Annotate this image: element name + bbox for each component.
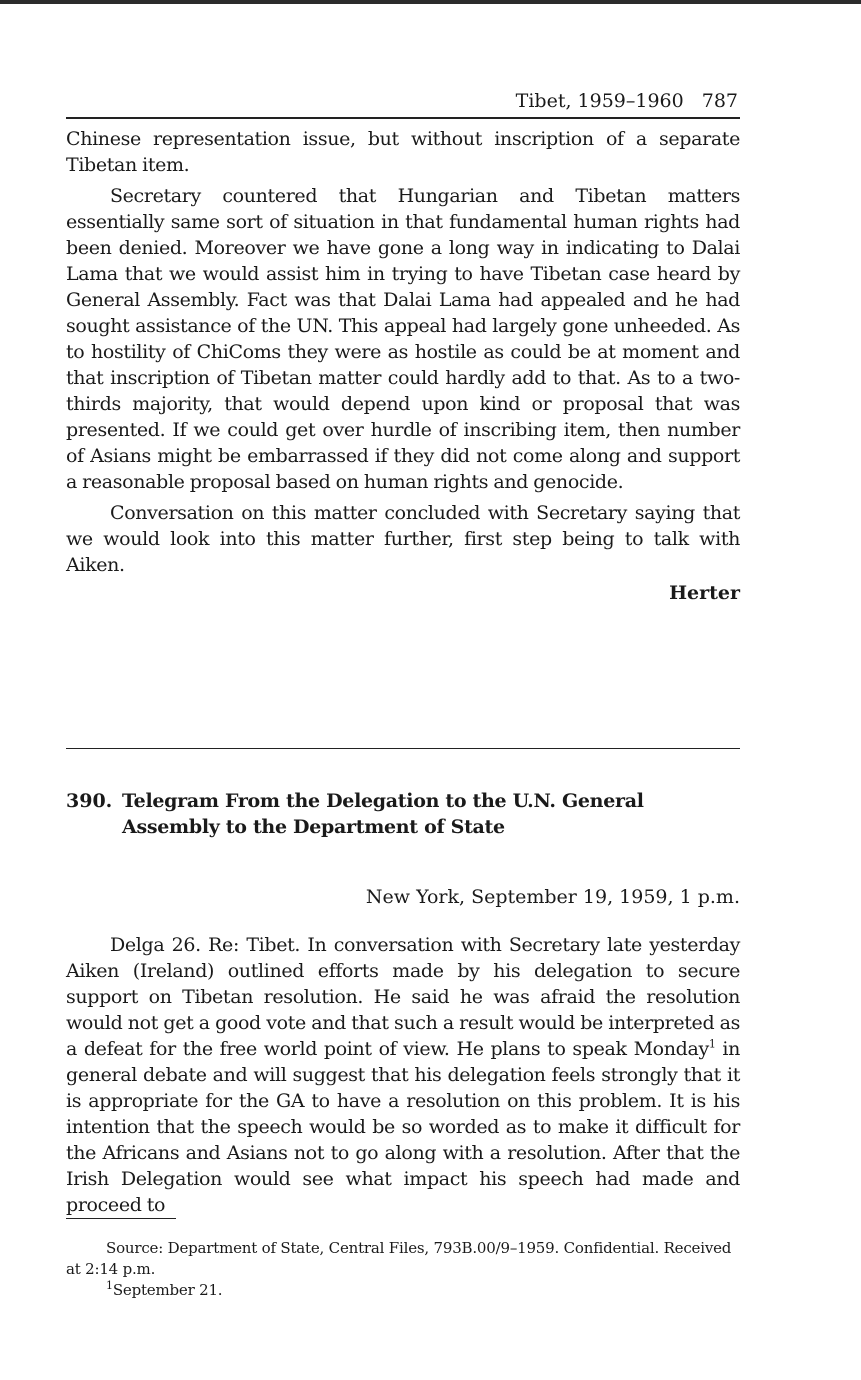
telegram-body <box>66 932 740 1218</box>
footnotes <box>66 1238 740 1301</box>
telegram-text-part: in general debate and will suggest that his delegation feels strongly that it is appropriate for the GA to have a resolution on this problem. It is his intention that the speech would be so worded as to make it difficult for the Africans and Asians not to go along with a resolution. After that the Irish Delegation would see what impact his speech had made and proceed to <box>66 1038 740 1216</box>
footnote-rule <box>66 1218 176 1219</box>
running-head <box>66 88 740 114</box>
continuation-paragraph: Chinese representation issue, but without inscription of a separate Tibetan item. <box>66 128 740 176</box>
document-page <box>66 88 740 1299</box>
telegram-text-part: Delga 26. Re: Tibet. In conversation with Secretary late yesterday Aiken (Ireland) outlined efforts made by his delegation to secure support on Tibetan resolution. He said he was afraid the resolution would not get a good vote and that such a result would be interpreted as a defeat for the free world point of view. He plans to speak Monday <box>66 934 740 1060</box>
header-rule <box>66 117 740 119</box>
document-heading <box>66 788 740 840</box>
signature: Herter <box>669 582 740 604</box>
document-title: Telegram From the Delegation to the U.N. General Assembly to the Department of State <box>122 790 644 838</box>
footnote-marker: 1 <box>708 1037 716 1051</box>
continuation-paragraph: Conversation on this matter concluded with Secretary saying that we would look into this matter further, first step being to talk with Aiken. <box>66 502 740 576</box>
section-rule <box>66 748 740 749</box>
document-390 <box>66 788 740 1218</box>
continuation-paragraph: Secretary countered that Hungarian and Tibetan matters essentially same sort of situation in that fundamental human rights had been denied. Moreover we have gone a long way in indicating to Dalai Lama that we would assist him in trying to have Tibetan case heard by General Assembly. Fact was that Dalai Lama had appealed and he had sought assistance of the UN. This appeal had largely gone unheeded. As to hostility of ChiComs they were as hostile as could be at moment and that inscription of Tibetan matter could hardly add to that. As to a two-thirds majority, that would depend upon kind or proposal that was presented. If we could get over hurdle of inscribing item, then number of Asians might be embarrassed if they did not come along and support a reasonable proposal based on human rights and genocide. <box>66 185 740 493</box>
dateline: New York, September 19, 1959, 1 p.m. <box>365 886 740 908</box>
footnote-1-text: September 21. <box>112 1281 223 1299</box>
running-head-title: Tibet, 1959–1960 <box>515 90 684 112</box>
footnote-1-marker: 1 <box>106 1279 113 1292</box>
footnote-1 <box>66 1280 740 1301</box>
page-top-edge <box>0 0 861 4</box>
source-note: Source: Department of State, Central Files, 793B.00/9–1959. Confidential. Received at 2:14 p.m. <box>66 1239 732 1278</box>
document-number: 390. <box>66 790 113 812</box>
page-number: 787 <box>701 90 738 112</box>
